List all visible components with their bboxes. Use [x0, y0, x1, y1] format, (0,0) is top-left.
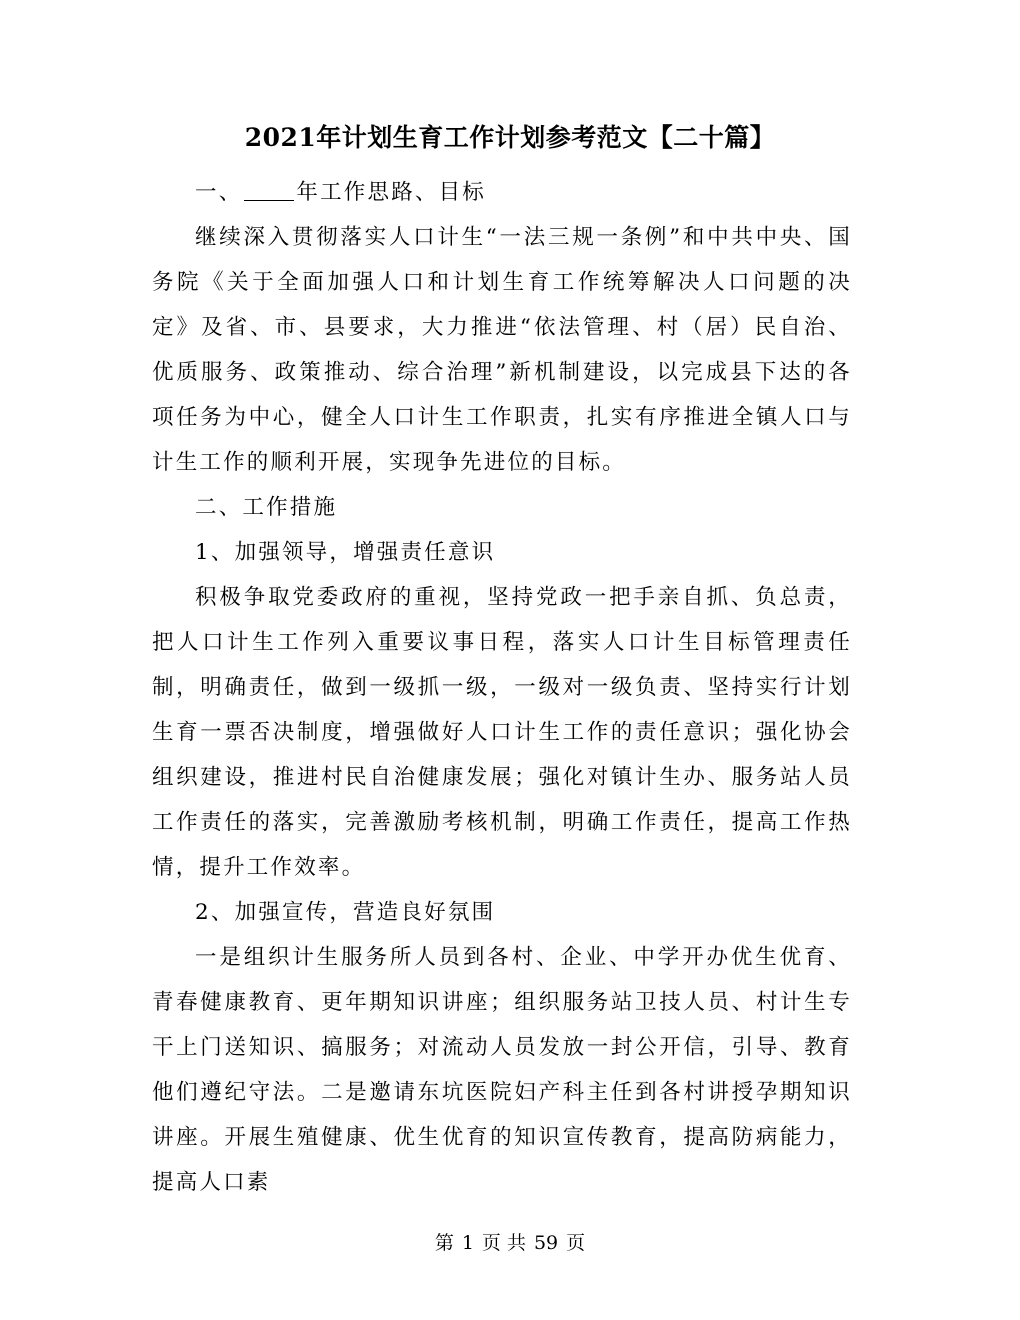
- subheading-1: 1、加强领导，增强责任意识: [195, 540, 496, 565]
- current-page-number: 1: [461, 1232, 474, 1254]
- section-heading-2: 二、工作措施: [195, 495, 338, 520]
- blank-underline: [244, 180, 294, 201]
- section-heading-1: [152, 170, 852, 215]
- document-title: 2021年计划生育工作计划参考范文【二十篇】: [244, 123, 776, 152]
- paragraph-3: 一是组织计生服务所人员到各村、企业、中学开办优生优育、青春健康教育、更年期知识讲座；组织服务站卫技人员、村计生专干上门送知识、搞服务；对流动人员发放一封公开信，引导、教育他们遵纪守法。二是邀请东坑医院妇产科主任到各村讲授孕期知识讲座。开展生殖健康、优生优育的知识宣传教育，提高防病能力，提高人口素: [152, 945, 852, 1195]
- footer-prefix: 第: [434, 1232, 454, 1254]
- page-footer: [0, 1228, 1020, 1258]
- paragraph-2: 积极争取党委政府的重视，坚持党政一把手亲自抓、负总责，把人口计生工作列入重要议事日程，落实人口计生目标管理责任制，明确责任，做到一级抓一级，一级对一级负责、坚持实行计划生育一票否决制度，增强做好人口计生工作的责任意识；强化协会组织建设，推进村民自治健康发展；强化对镇计生办、服务站人员工作责任的落实，完善激励考核机制，明确工作责任，提高工作热情，提升工作效率。: [152, 585, 852, 880]
- subheading-2: 2、加强宣传，营造良好氛围: [195, 900, 496, 925]
- heading-prefix: 一、: [195, 180, 243, 205]
- footer-mid: 页 共: [481, 1232, 526, 1254]
- total-page-number: 59: [533, 1232, 559, 1254]
- footer-suffix: 页: [566, 1232, 586, 1254]
- document-body: [152, 170, 852, 1205]
- heading-suffix: 年工作思路、目标: [296, 180, 487, 205]
- paragraph-1: 继续深入贯彻落实人口计生“一法三规一条例”和中共中央、国务院《关于全面加强人口和计划生育工作统筹解决人口问题的决定》及省、市、县要求，大力推进“依法管理、村（居）民自治、优质服务、政策推动、综合治理”新机制建设，以完成县下达的各项任务为中心，健全人口计生工作职责，扎实有序推进全镇人口与计生工作的顺利开展，实现争先进位的目标。: [152, 225, 852, 475]
